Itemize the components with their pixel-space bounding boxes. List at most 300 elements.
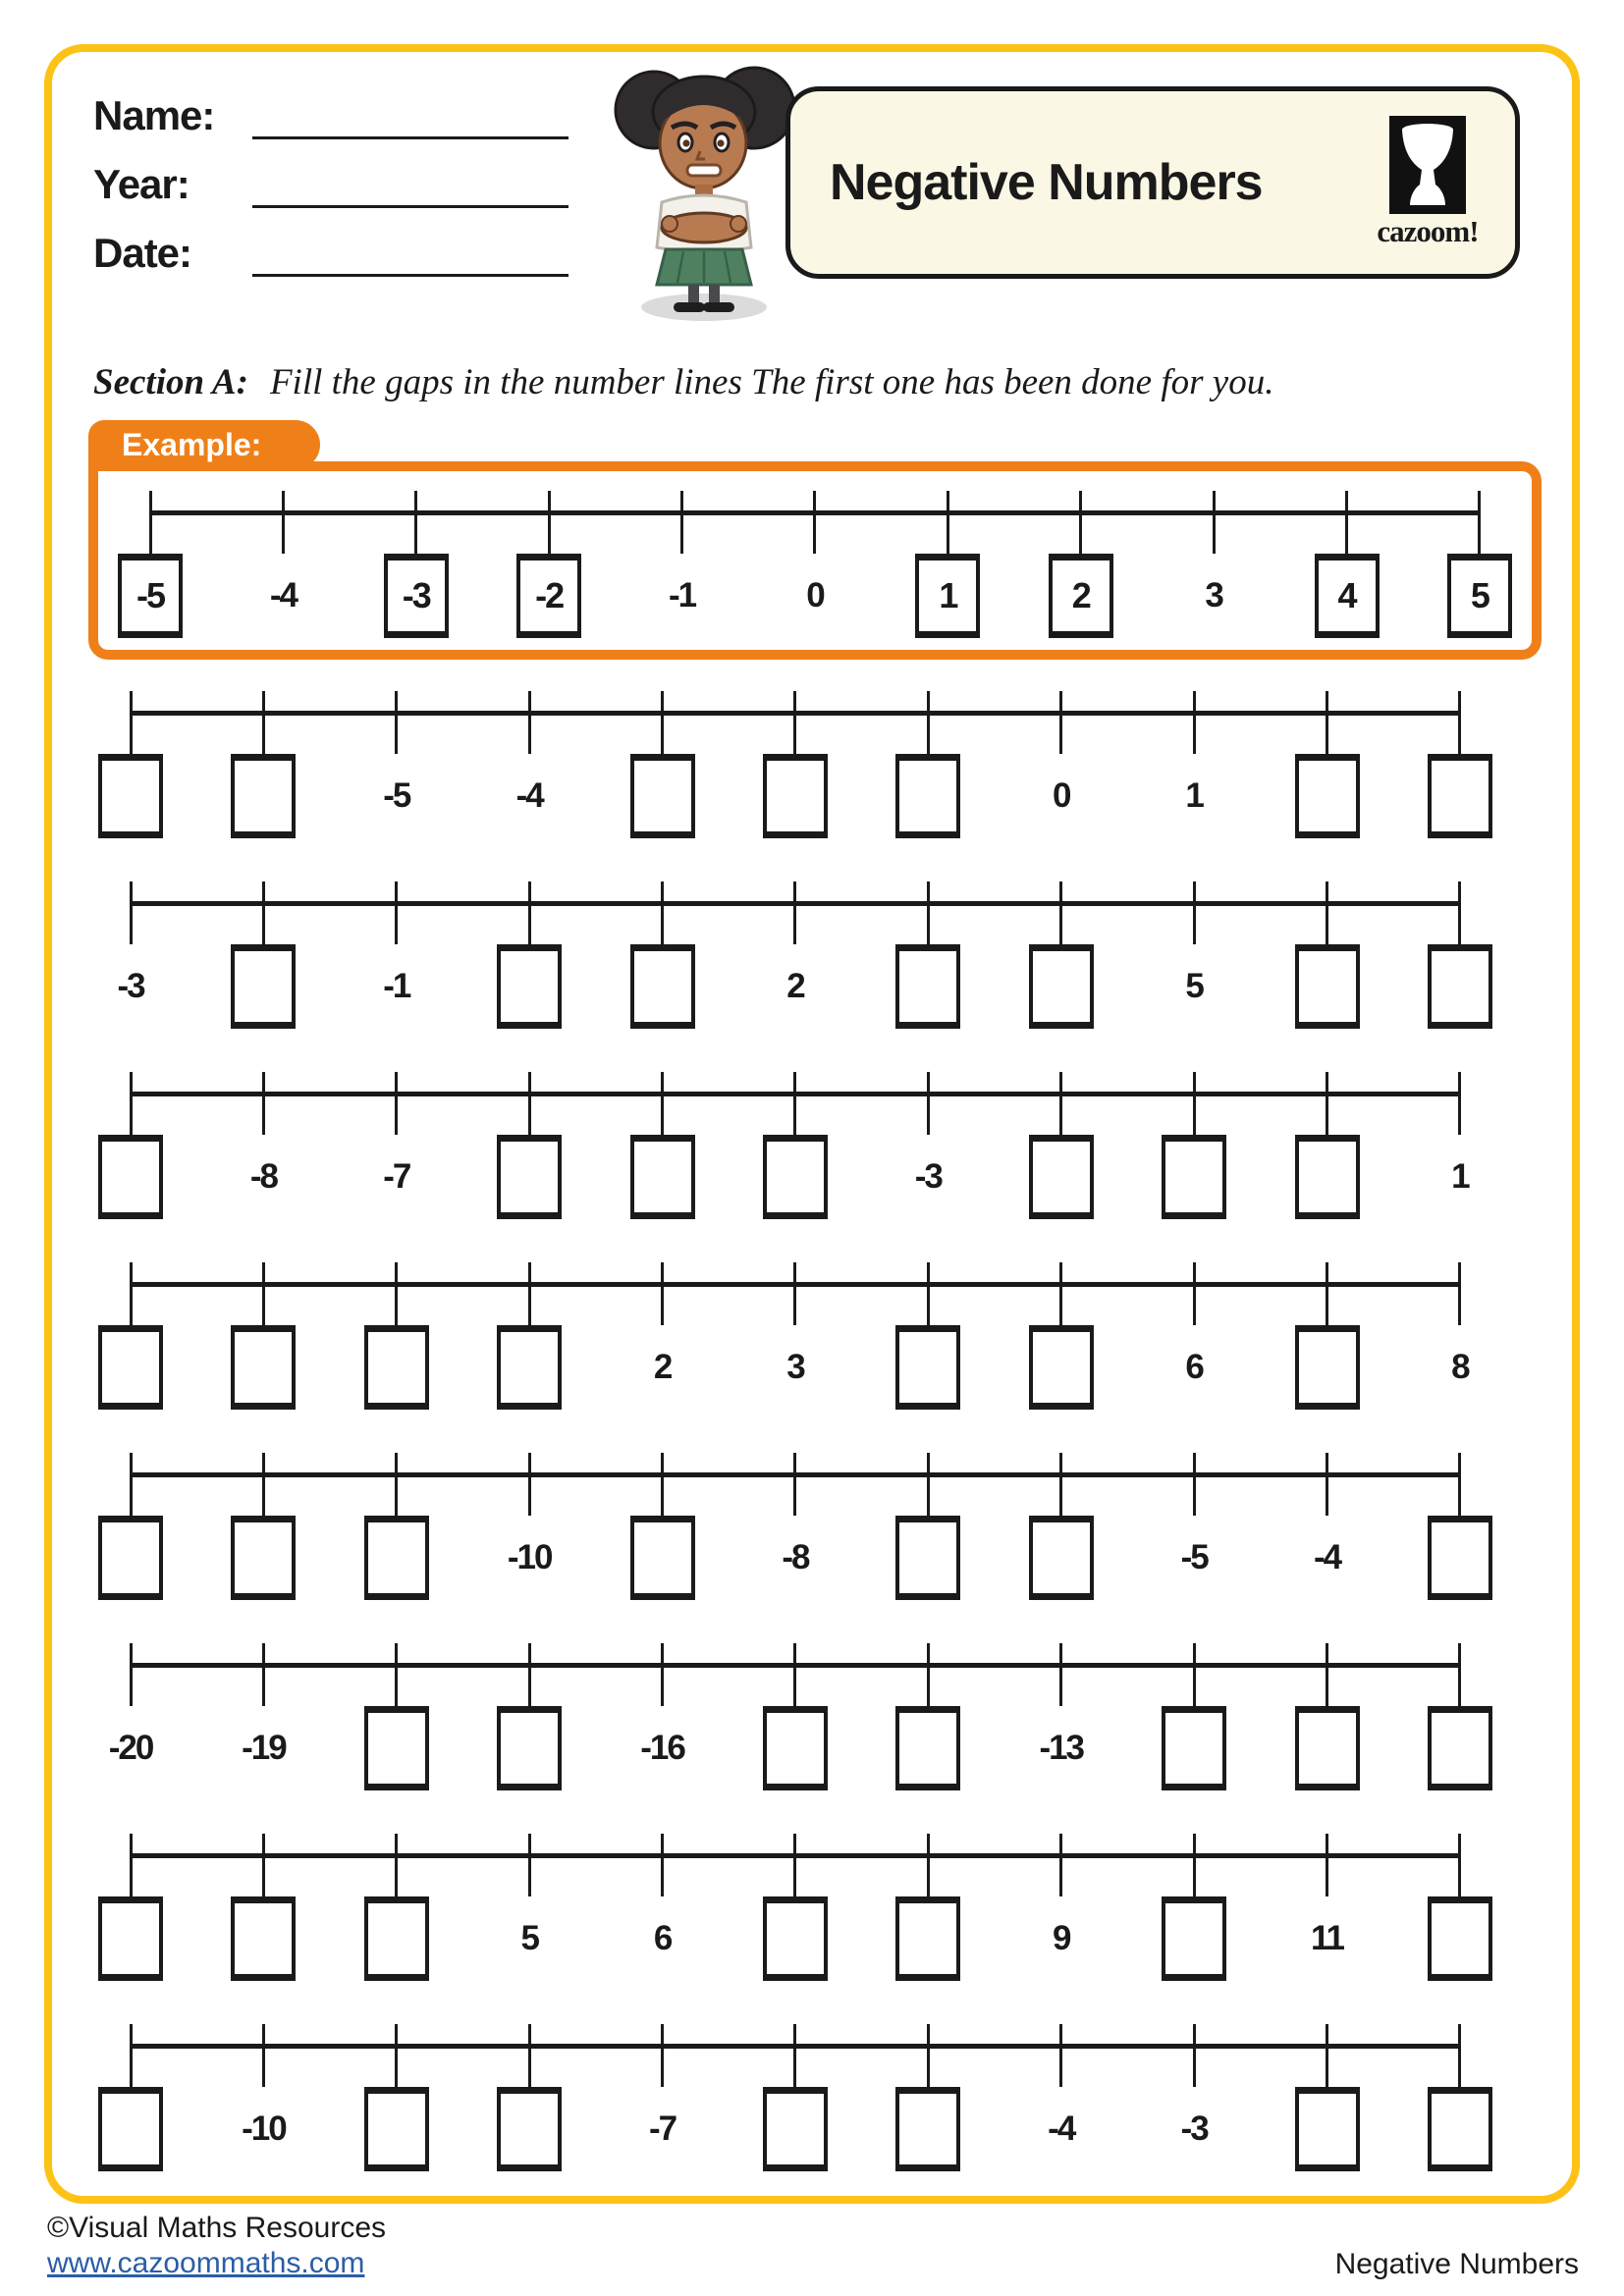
empty-box-cell — [231, 1820, 296, 1981]
tick-mark — [395, 1643, 398, 1706]
filled-answer-box: 1 — [915, 554, 980, 638]
label-cell — [763, 1249, 828, 1410]
number-label: -19 — [242, 1729, 286, 1767]
tick-mark — [395, 881, 398, 944]
empty-answer-box[interactable] — [895, 1896, 960, 1981]
tick-mark — [1326, 1072, 1328, 1135]
empty-answer-box[interactable] — [895, 754, 960, 838]
empty-box-cell — [1029, 1439, 1094, 1600]
empty-box-cell — [895, 1439, 960, 1600]
label-cell — [250, 477, 315, 638]
filled-answer-box: 4 — [1315, 554, 1380, 638]
number-label: -10 — [242, 2109, 286, 2148]
number-label: -8 — [782, 1538, 809, 1576]
filled-box-cell — [118, 477, 183, 638]
tick-mark — [130, 1072, 133, 1135]
empty-box-cell — [895, 868, 960, 1029]
label-cell — [1029, 677, 1094, 838]
empty-answer-box[interactable] — [1428, 1706, 1492, 1790]
year-input-line[interactable] — [252, 166, 568, 208]
tick-mark — [793, 1072, 796, 1135]
name-input-line[interactable] — [252, 97, 568, 139]
empty-box-cell — [895, 677, 960, 838]
tick-mark — [1458, 1643, 1461, 1706]
cazoommaths-link[interactable]: www.cazoommaths.com — [47, 2247, 365, 2279]
empty-answer-box[interactable] — [763, 754, 828, 838]
tick-mark — [927, 1834, 930, 1896]
number-line-axis — [130, 1663, 1461, 1668]
tick-mark — [1059, 1834, 1062, 1896]
label-cell — [1181, 477, 1246, 638]
tick-mark — [1458, 1453, 1461, 1516]
empty-answer-box[interactable] — [1029, 1135, 1094, 1219]
section-a-line — [93, 361, 1273, 403]
tick-mark — [793, 2024, 796, 2087]
label-cell — [1295, 1820, 1360, 1981]
tick-mark — [130, 1453, 133, 1516]
label-cell — [1162, 2010, 1226, 2171]
empty-answer-box[interactable] — [1295, 1325, 1360, 1410]
tick-mark — [262, 1262, 265, 1325]
tick-mark — [1193, 1643, 1196, 1706]
empty-answer-box[interactable] — [763, 1706, 828, 1790]
filled-box-cell — [384, 477, 449, 638]
empty-box-cell — [1029, 1249, 1094, 1410]
empty-box-cell — [231, 1249, 296, 1410]
tick-mark — [262, 691, 265, 754]
tick-mark — [1326, 1643, 1328, 1706]
empty-answer-box[interactable] — [895, 1516, 960, 1600]
empty-box-cell — [497, 2010, 562, 2171]
tick-mark — [661, 1262, 664, 1325]
empty-box-cell — [1428, 1439, 1492, 1600]
empty-answer-box[interactable] — [1162, 1135, 1226, 1219]
tick-mark — [395, 2024, 398, 2087]
empty-answer-box[interactable] — [497, 944, 562, 1029]
empty-answer-box[interactable] — [364, 1325, 429, 1410]
tick-mark — [1458, 881, 1461, 944]
example-box — [88, 461, 1542, 660]
number-label: -8 — [249, 1157, 277, 1196]
number-line-axis — [130, 711, 1461, 716]
tick-mark — [793, 1643, 796, 1706]
number-label: -7 — [649, 2109, 677, 2148]
tick-mark — [528, 1262, 531, 1325]
empty-box-cell — [1428, 1629, 1492, 1790]
date-input-line[interactable] — [252, 235, 568, 277]
empty-box-cell — [497, 1249, 562, 1410]
label-cell — [650, 477, 715, 638]
empty-box-cell — [763, 677, 828, 838]
label-cell — [1029, 1629, 1094, 1790]
tick-mark — [130, 881, 133, 944]
empty-box-cell — [630, 1058, 695, 1219]
tick-mark — [1193, 881, 1196, 944]
empty-answer-box[interactable] — [630, 754, 695, 838]
tick-mark — [395, 1262, 398, 1325]
empty-answer-box[interactable] — [98, 1135, 163, 1219]
logo-text: cazoom! — [1377, 214, 1479, 248]
empty-answer-box[interactable] — [231, 754, 296, 838]
title-box — [785, 86, 1520, 279]
label-cell — [1162, 677, 1226, 838]
tick-mark — [528, 2024, 531, 2087]
number-line-axis — [130, 2044, 1461, 2049]
empty-answer-box[interactable] — [98, 1896, 163, 1981]
tick-mark — [1326, 1262, 1328, 1325]
empty-box-cell — [98, 1439, 163, 1600]
empty-box-cell — [1428, 2010, 1492, 2171]
number-label: -7 — [383, 1157, 410, 1196]
label-cell — [895, 1058, 960, 1219]
label-cell — [497, 1820, 562, 1981]
number-label: -3 — [1180, 2109, 1208, 2148]
empty-answer-box[interactable] — [1428, 1516, 1492, 1600]
empty-box-cell — [1029, 1058, 1094, 1219]
student-mascot-illustration — [605, 49, 803, 326]
empty-box-cell — [895, 1629, 960, 1790]
tick-mark — [130, 1643, 133, 1706]
number-line-1 — [98, 677, 1492, 838]
tick-mark — [1326, 2024, 1328, 2087]
empty-answer-box[interactable] — [497, 1706, 562, 1790]
name-label: Name: — [93, 92, 215, 138]
tick-mark — [927, 691, 930, 754]
tick-mark — [262, 1834, 265, 1896]
number-label: 6 — [1185, 1348, 1203, 1386]
filled-answer-box: 5 — [1447, 554, 1512, 638]
tick-mark — [528, 1453, 531, 1516]
empty-answer-box[interactable] — [98, 1325, 163, 1410]
empty-box-cell — [364, 1820, 429, 1981]
tick-mark — [927, 1262, 930, 1325]
label-cell — [630, 1820, 695, 1981]
filled-answer-box: -2 — [516, 554, 581, 638]
empty-box-cell — [630, 1439, 695, 1600]
tick-mark — [395, 1453, 398, 1516]
empty-answer-box[interactable] — [364, 1706, 429, 1790]
number-label: 8 — [1451, 1348, 1469, 1386]
example-block — [88, 420, 1542, 660]
tick-mark — [262, 1453, 265, 1516]
section-instruction: Fill the gaps in the number lines The first one has been done for you. — [269, 362, 1274, 402]
tick-mark — [1458, 1834, 1461, 1896]
empty-answer-box[interactable] — [1428, 2087, 1492, 2171]
tick-mark — [1326, 691, 1328, 754]
number-label: 11 — [1311, 1919, 1344, 1957]
label-cell — [1295, 1439, 1360, 1600]
empty-answer-box[interactable] — [364, 1896, 429, 1981]
empty-box-cell — [1162, 1629, 1226, 1790]
tick-mark — [1193, 1072, 1196, 1135]
tick-mark — [1458, 691, 1461, 754]
tick-mark — [661, 2024, 664, 2087]
label-cell — [630, 1249, 695, 1410]
empty-answer-box[interactable] — [1029, 1325, 1094, 1410]
empty-answer-box[interactable] — [98, 754, 163, 838]
tick-mark — [1059, 1643, 1062, 1706]
label-cell — [98, 868, 163, 1029]
label-cell — [1162, 868, 1226, 1029]
label-cell — [1428, 1249, 1492, 1410]
empty-box-cell — [1295, 1249, 1360, 1410]
number-line-axis — [130, 1853, 1461, 1858]
name-row — [93, 92, 568, 139]
empty-answer-box[interactable] — [1029, 944, 1094, 1029]
tick-mark — [813, 491, 816, 554]
number-label: 3 — [786, 1348, 804, 1386]
empty-answer-box[interactable] — [231, 1896, 296, 1981]
tick-mark — [1059, 1072, 1062, 1135]
filled-box-cell — [1315, 477, 1380, 638]
empty-box-cell — [630, 868, 695, 1029]
empty-answer-box[interactable] — [364, 2087, 429, 2171]
empty-box-cell — [1162, 1820, 1226, 1981]
tick-mark — [528, 1072, 531, 1135]
empty-box-cell — [763, 1820, 828, 1981]
tick-mark — [1478, 491, 1481, 554]
tick-mark — [947, 491, 949, 554]
student-id-fields — [93, 92, 568, 302]
tick-mark — [130, 2024, 133, 2087]
drum-icon — [1389, 116, 1466, 214]
tick-mark — [927, 2024, 930, 2087]
tick-mark — [1059, 1453, 1062, 1516]
empty-box-cell — [1295, 677, 1360, 838]
cazoom-logo — [1364, 116, 1491, 249]
number-line-axis — [130, 1092, 1461, 1096]
empty-box-cell — [231, 1439, 296, 1600]
empty-answer-box[interactable] — [1295, 1706, 1360, 1790]
worksheet-title: Negative Numbers — [830, 154, 1263, 211]
empty-answer-box[interactable] — [630, 944, 695, 1029]
empty-answer-box[interactable] — [895, 944, 960, 1029]
filled-box-cell — [915, 477, 980, 638]
empty-box-cell — [1295, 2010, 1360, 2171]
number-line-3 — [98, 1058, 1492, 1219]
tick-mark — [130, 691, 133, 754]
number-line-7 — [98, 1820, 1492, 1981]
label-cell — [1029, 2010, 1094, 2171]
year-label: Year: — [93, 161, 189, 207]
empty-box-cell — [630, 677, 695, 838]
empty-answer-box[interactable] — [763, 2087, 828, 2171]
number-label: 2 — [786, 967, 804, 1005]
empty-box-cell — [763, 1629, 828, 1790]
number-label: -10 — [507, 1538, 552, 1576]
tick-mark — [661, 1643, 664, 1706]
tick-mark — [528, 881, 531, 944]
label-cell — [763, 868, 828, 1029]
tick-mark — [680, 491, 683, 554]
number-line-axis — [130, 1472, 1461, 1477]
number-label: -3 — [914, 1157, 942, 1196]
empty-box-cell — [497, 868, 562, 1029]
tick-mark — [262, 2024, 265, 2087]
tick-mark — [661, 691, 664, 754]
copyright-text: ©Visual Maths Resources — [47, 2212, 387, 2244]
empty-answer-box[interactable] — [1295, 2087, 1360, 2171]
label-cell — [497, 677, 562, 838]
empty-answer-box[interactable] — [1295, 1135, 1360, 1219]
tick-mark — [130, 1834, 133, 1896]
empty-answer-box[interactable] — [1162, 1896, 1226, 1981]
tick-mark — [262, 1072, 265, 1135]
example-banner: Example: — [88, 420, 320, 469]
tick-mark — [1059, 2024, 1062, 2087]
filled-answer-box: 2 — [1049, 554, 1113, 638]
tick-mark — [414, 491, 417, 554]
empty-box-cell — [763, 2010, 828, 2171]
section-heading: Section A: — [93, 362, 248, 402]
empty-answer-box[interactable] — [231, 1325, 296, 1410]
empty-answer-box[interactable] — [895, 1325, 960, 1410]
empty-box-cell — [1428, 1820, 1492, 1981]
tick-mark — [262, 881, 265, 944]
empty-answer-box[interactable] — [1162, 1706, 1226, 1790]
label-cell — [364, 868, 429, 1029]
tick-mark — [1458, 2024, 1461, 2087]
empty-box-cell — [895, 1249, 960, 1410]
number-label: 9 — [1053, 1919, 1070, 1957]
empty-box-cell — [497, 1629, 562, 1790]
label-cell — [1428, 1058, 1492, 1219]
number-line-5 — [98, 1439, 1492, 1600]
empty-box-cell — [763, 1058, 828, 1219]
number-label: 1 — [1451, 1157, 1469, 1196]
empty-box-cell — [98, 1249, 163, 1410]
empty-answer-box[interactable] — [1428, 754, 1492, 838]
label-cell — [630, 2010, 695, 2171]
number-line-axis — [130, 901, 1461, 906]
tick-mark — [793, 881, 796, 944]
empty-box-cell — [364, 1629, 429, 1790]
number-line-axis — [149, 510, 1481, 515]
label-cell — [630, 1629, 695, 1790]
tick-mark — [661, 1072, 664, 1135]
empty-answer-box[interactable] — [98, 1516, 163, 1600]
tick-mark — [661, 881, 664, 944]
empty-box-cell — [98, 677, 163, 838]
number-label: 6 — [653, 1919, 672, 1957]
empty-answer-box[interactable] — [231, 1516, 296, 1600]
filled-box-cell — [1049, 477, 1113, 638]
number-line-6 — [98, 1629, 1492, 1790]
tick-mark — [395, 1834, 398, 1896]
number-line-axis — [130, 1282, 1461, 1287]
number-label: 3 — [1205, 576, 1222, 614]
tick-mark — [927, 881, 930, 944]
label-cell — [763, 1439, 828, 1600]
tick-mark — [528, 691, 531, 754]
empty-answer-box[interactable] — [497, 1325, 562, 1410]
empty-box-cell — [364, 2010, 429, 2171]
filled-answer-box: -3 — [384, 554, 449, 638]
empty-box-cell — [98, 1058, 163, 1219]
tick-mark — [1059, 1262, 1062, 1325]
empty-answer-box[interactable] — [497, 1135, 562, 1219]
label-cell — [1029, 1820, 1094, 1981]
empty-box-cell — [1295, 1058, 1360, 1219]
number-label: 2 — [653, 1348, 672, 1386]
number-label: -4 — [269, 576, 297, 614]
tick-mark — [1326, 1834, 1328, 1896]
label-cell — [231, 1629, 296, 1790]
exercise-number-lines — [98, 677, 1492, 2201]
number-label: 5 — [520, 1919, 538, 1957]
empty-answer-box[interactable] — [1428, 944, 1492, 1029]
example-number-line — [118, 477, 1512, 638]
number-label: 1 — [1185, 776, 1203, 815]
empty-box-cell — [1428, 677, 1492, 838]
tick-mark — [1326, 881, 1328, 944]
empty-answer-box[interactable] — [364, 1516, 429, 1600]
empty-box-cell — [231, 868, 296, 1029]
tick-mark — [1193, 1453, 1196, 1516]
tick-mark — [1458, 1072, 1461, 1135]
number-label: -13 — [1039, 1729, 1084, 1767]
number-label: 0 — [1053, 776, 1070, 815]
number-label: -4 — [1313, 1538, 1341, 1576]
number-label: -4 — [515, 776, 543, 815]
number-line-4 — [98, 1249, 1492, 1410]
empty-box-cell — [1295, 1629, 1360, 1790]
label-cell — [364, 1058, 429, 1219]
empty-answer-box[interactable] — [1295, 944, 1360, 1029]
tick-mark — [927, 1072, 930, 1135]
empty-answer-box[interactable] — [231, 944, 296, 1029]
label-cell — [497, 1439, 562, 1600]
empty-box-cell — [364, 1439, 429, 1600]
tick-mark — [1193, 1262, 1196, 1325]
year-row — [93, 161, 568, 208]
empty-answer-box[interactable] — [763, 1135, 828, 1219]
empty-answer-box[interactable] — [895, 1706, 960, 1790]
tick-mark — [927, 1453, 930, 1516]
tick-mark — [528, 1834, 531, 1896]
empty-answer-box[interactable] — [98, 2087, 163, 2171]
number-label: -5 — [383, 776, 410, 815]
empty-answer-box[interactable] — [497, 2087, 562, 2171]
empty-answer-box[interactable] — [895, 2087, 960, 2171]
label-cell — [364, 677, 429, 838]
tick-mark — [395, 691, 398, 754]
empty-box-cell — [1295, 868, 1360, 1029]
tick-mark — [1458, 1262, 1461, 1325]
empty-answer-box[interactable] — [630, 1135, 695, 1219]
empty-answer-box[interactable] — [630, 1516, 695, 1600]
filled-box-cell — [1447, 477, 1512, 638]
number-label: -20 — [108, 1729, 153, 1767]
empty-answer-box[interactable] — [1295, 754, 1360, 838]
tick-mark — [1326, 1453, 1328, 1516]
empty-answer-box[interactable] — [763, 1896, 828, 1981]
number-label: -5 — [1180, 1538, 1208, 1576]
empty-box-cell — [98, 1820, 163, 1981]
tick-mark — [282, 491, 285, 554]
label-cell — [231, 2010, 296, 2171]
filled-box-cell — [516, 477, 581, 638]
empty-box-cell — [1162, 1058, 1226, 1219]
tick-mark — [1345, 491, 1348, 554]
empty-box-cell — [895, 2010, 960, 2171]
empty-answer-box[interactable] — [1029, 1516, 1094, 1600]
number-line-2 — [98, 868, 1492, 1029]
empty-answer-box[interactable] — [1428, 1896, 1492, 1981]
date-label: Date: — [93, 230, 192, 276]
number-label: -4 — [1048, 2109, 1075, 2148]
tick-mark — [793, 691, 796, 754]
